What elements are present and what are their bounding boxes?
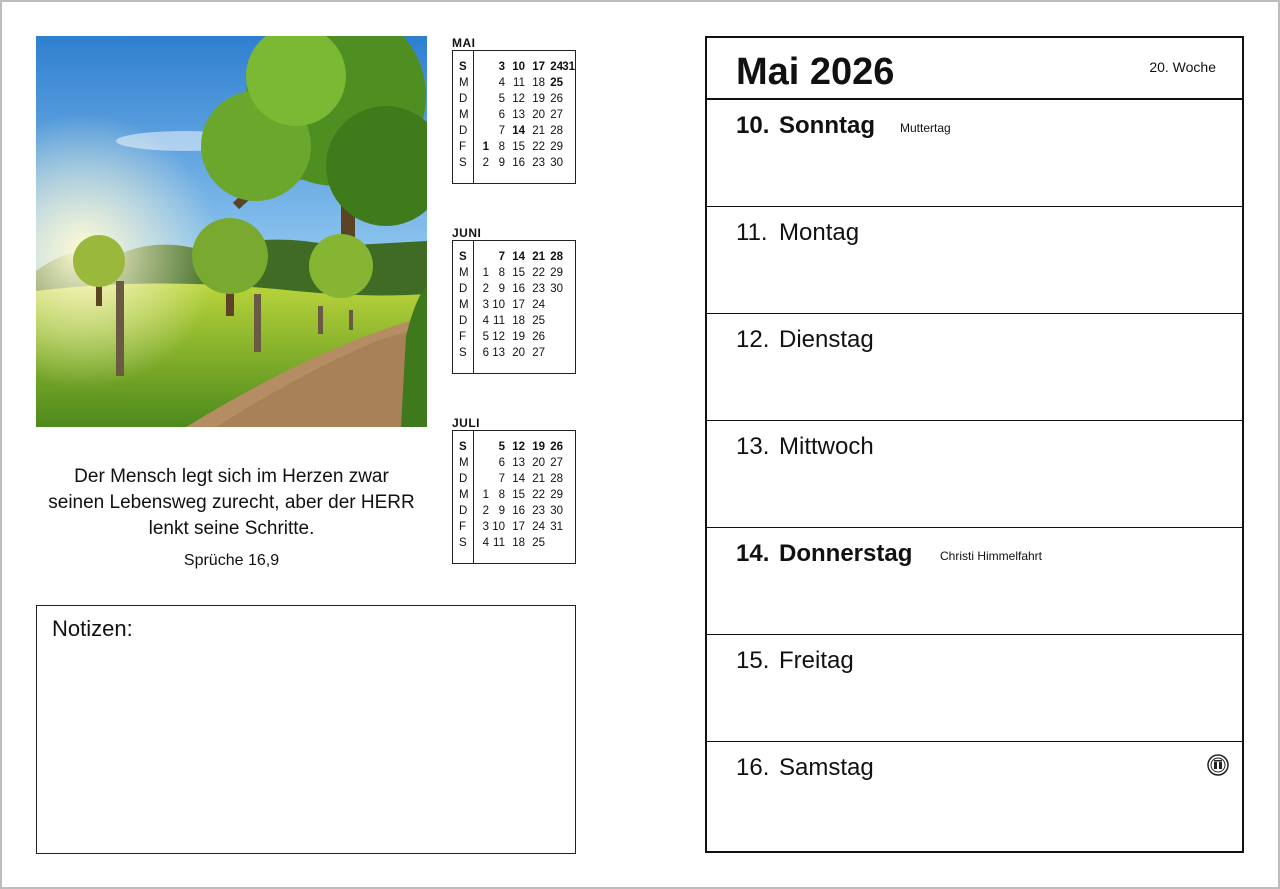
- mini-calendar-day: 14: [512, 251, 525, 263]
- week-label: 20. Woche: [1149, 59, 1216, 75]
- mini-calendar-day: 10: [492, 299, 505, 311]
- mini-calendar-day: 17: [532, 61, 545, 73]
- day-row[interactable]: [707, 314, 1242, 421]
- mini-calendar-day: 28: [550, 125, 563, 137]
- mini-calendar-day: 17: [512, 299, 525, 311]
- mini-calendar-day: 21: [532, 473, 545, 485]
- day-note: Christi Himmelfahrt: [940, 549, 1043, 563]
- mini-calendar-day: 19: [512, 331, 525, 343]
- mini-calendar-day: 20: [512, 347, 525, 359]
- day-row[interactable]: [707, 421, 1242, 528]
- mini-calendar-day: 7: [498, 125, 505, 137]
- mini-calendar-day: 10: [512, 61, 525, 73]
- mini-calendar-day: 19: [532, 441, 545, 453]
- mini-calendar-day: 1: [482, 141, 489, 153]
- mini-calendar-day: 29: [550, 267, 563, 279]
- mini-calendar-day: 27: [550, 457, 563, 469]
- mini-calendar-row: [453, 249, 577, 265]
- mini-calendar-day: 25: [532, 537, 545, 549]
- mini-calendar-day: 8: [498, 267, 505, 279]
- mini-calendar-title: JULI: [452, 416, 481, 430]
- mini-calendar-row: [453, 329, 577, 345]
- mini-calendar-row: [453, 487, 577, 503]
- mini-calendar-day: 11: [493, 537, 505, 549]
- mini-calendar-day: 31: [562, 61, 575, 73]
- mini-calendar-day: 18: [512, 537, 525, 549]
- mini-calendar-row: [453, 455, 577, 471]
- mini-calendar-day: 15: [512, 489, 525, 501]
- mini-calendar-day: 12: [512, 93, 525, 105]
- weekday-letter: D: [459, 505, 468, 517]
- mini-calendar-day: 9: [498, 505, 505, 517]
- weekday-letter: S: [459, 251, 467, 263]
- mini-calendar-day: 4: [498, 77, 505, 89]
- day-name: Mittwoch: [779, 433, 874, 460]
- day-name: Sonntag: [779, 112, 875, 139]
- mini-calendar-day: 18: [532, 77, 545, 89]
- weekday-letter: S: [459, 347, 467, 359]
- mini-calendar-day: 17: [512, 521, 525, 533]
- day-number: 11.: [736, 219, 768, 246]
- mini-calendar-day: 10: [492, 521, 505, 533]
- mini-calendar-day: 12: [492, 331, 505, 343]
- day-row[interactable]: [707, 635, 1242, 742]
- weekday-letter: D: [459, 283, 468, 295]
- mini-calendar-juli: [452, 416, 576, 564]
- mini-calendar-row: [453, 123, 577, 139]
- mini-calendar-day: 26: [550, 93, 563, 105]
- day-row[interactable]: [707, 528, 1242, 635]
- mini-calendar-day: 3: [482, 299, 489, 311]
- mini-calendar-day: 22: [532, 489, 545, 501]
- day-number: 13.: [736, 433, 770, 460]
- mini-calendar-day: 29: [550, 141, 563, 153]
- mini-calendar-day: 22: [532, 267, 545, 279]
- mini-calendar-title: MAI: [452, 36, 476, 50]
- landscape-photo-image: [36, 36, 427, 427]
- sabbath-seal-icon: [1207, 754, 1229, 776]
- mini-calendar-day: 25: [550, 77, 563, 89]
- weekday-letter: M: [459, 299, 469, 311]
- mini-calendar-day: 2: [482, 157, 489, 169]
- weekday-letter: D: [459, 93, 468, 105]
- day-name: Montag: [779, 219, 860, 246]
- mini-calendar-day: 13: [512, 457, 525, 469]
- mini-calendar-day: 19: [532, 93, 545, 105]
- bible-quote: [36, 464, 427, 570]
- day-number: 14.: [736, 540, 770, 567]
- mini-calendar-day: 27: [532, 347, 545, 359]
- mini-calendar-day: 5: [498, 93, 505, 105]
- weekday-letter: S: [459, 537, 467, 549]
- mini-calendar-row: [453, 297, 577, 313]
- weekday-letter: D: [459, 315, 468, 327]
- mini-calendar-day: 16: [512, 505, 525, 517]
- quote-text: Der Mensch legt sich im Herzen zwar seinen Lebensweg zurecht, aber der HERR lenkt seine Schritte.: [48, 466, 415, 539]
- weekday-letter: M: [459, 77, 469, 89]
- mini-calendar-row: [453, 155, 577, 171]
- mini-calendar-row: [453, 471, 577, 487]
- day-note: Muttertag: [900, 121, 951, 135]
- day-row[interactable]: [707, 100, 1242, 207]
- month-title: Mai 2026: [736, 51, 895, 93]
- mini-calendar-row: [453, 313, 577, 329]
- mini-calendar-day: 5: [498, 441, 505, 453]
- mini-calendar-day: 23: [532, 157, 545, 169]
- mini-calendar-day: 21: [532, 251, 545, 263]
- mini-calendar-juni: [452, 226, 576, 374]
- day-number: 16.: [736, 754, 770, 781]
- weekday-letter: S: [459, 157, 467, 169]
- mini-calendar-row: [453, 139, 577, 155]
- mini-calendar-grid: [452, 50, 576, 184]
- mini-calendar-day: 8: [498, 141, 505, 153]
- notes-box[interactable]: [36, 605, 576, 854]
- mini-calendar-day: 4: [482, 537, 489, 549]
- mini-calendar-day: 23: [532, 283, 545, 295]
- mini-calendar-day: 30: [550, 283, 563, 295]
- day-number: 10.: [736, 112, 770, 139]
- mini-calendar-title: JUNI: [452, 226, 482, 240]
- weekday-letter: M: [459, 457, 469, 469]
- mini-calendar-day: 3: [482, 521, 489, 533]
- mini-calendar-row: [453, 75, 577, 91]
- weekday-letter: D: [459, 125, 468, 137]
- mini-calendar-day: 9: [498, 283, 505, 295]
- mini-calendar-grid: [452, 430, 576, 564]
- mini-calendar-day: 3: [498, 61, 505, 73]
- day-name: Donnerstag: [779, 540, 913, 567]
- mini-calendar-row: [453, 59, 577, 75]
- mini-calendar-row: [453, 345, 577, 361]
- mini-calendar-day: 28: [550, 251, 563, 263]
- mini-calendar-day: 26: [550, 441, 563, 453]
- weekday-letter: M: [459, 267, 469, 279]
- mini-calendar-day: 24: [532, 521, 545, 533]
- day-number: 12.: [736, 326, 770, 353]
- weekday-letter: M: [459, 109, 469, 121]
- mini-calendar-day: 18: [512, 315, 525, 327]
- mini-calendar-row: [453, 91, 577, 107]
- mini-calendar-day: 7: [498, 251, 505, 263]
- mini-calendar-day: 6: [498, 457, 505, 469]
- mini-calendar-day: 4: [482, 315, 489, 327]
- mini-calendar-day: 26: [532, 331, 545, 343]
- mini-calendar-day: 6: [498, 109, 505, 121]
- day-name: Samstag: [779, 754, 874, 781]
- mini-calendar-day: 30: [550, 505, 563, 517]
- weekday-letter: F: [459, 331, 467, 343]
- mini-calendar-day: 1: [482, 267, 489, 279]
- mini-calendar-day: 12: [512, 441, 525, 453]
- day-row[interactable]: [707, 742, 1242, 849]
- mini-calendar-day: 20: [532, 109, 545, 121]
- mini-calendar-day: 23: [532, 505, 545, 517]
- mini-calendar-mai: [452, 36, 576, 184]
- mini-calendar-day: 15: [512, 267, 525, 279]
- mini-calendar-day: 13: [512, 109, 525, 121]
- mini-calendar-day: 5: [482, 331, 489, 343]
- day-name: Freitag: [779, 647, 854, 674]
- mini-calendar-day: 25: [532, 315, 545, 327]
- weekday-letter: S: [459, 441, 467, 453]
- mini-calendar-day: 9: [498, 157, 505, 169]
- mini-calendar-row: [453, 519, 577, 535]
- mini-calendar-row: [453, 107, 577, 123]
- day-number: 15.: [736, 647, 770, 674]
- weekly-planner: [705, 36, 1244, 853]
- planner-header: [707, 38, 1242, 100]
- mini-calendar-day: 7: [498, 473, 505, 485]
- mini-calendar-row: [453, 281, 577, 297]
- day-row[interactable]: [707, 207, 1242, 314]
- mini-calendar-day: 15: [512, 141, 525, 153]
- mini-calendar-day: 21: [532, 125, 545, 137]
- mini-calendar-day: 8: [498, 489, 505, 501]
- mini-calendar-day: 31: [550, 521, 563, 533]
- weekday-letter: F: [459, 141, 467, 153]
- notes-label: Notizen:: [52, 616, 133, 641]
- mini-calendar-day: 27: [550, 109, 563, 121]
- mini-calendar-day: 11: [513, 77, 525, 89]
- mini-calendar-day: 16: [512, 283, 525, 295]
- weekday-letter: M: [459, 489, 469, 501]
- mini-calendar-day: 29: [550, 489, 563, 501]
- mini-calendar-row: [453, 535, 577, 551]
- mini-calendar-day: 28: [550, 473, 563, 485]
- landscape-photo: [36, 36, 427, 427]
- quote-source: Sprüche 16,9: [183, 552, 280, 569]
- mini-calendar-day: 24: [532, 299, 545, 311]
- mini-calendar-day: 14: [512, 473, 525, 485]
- mini-calendar-day: 2: [482, 505, 489, 517]
- weekday-letter: D: [459, 473, 468, 485]
- weekday-letter: S: [459, 61, 467, 73]
- day-name: Dienstag: [779, 326, 874, 353]
- mini-calendar-day: 11: [493, 315, 505, 327]
- mini-calendar-day: 24: [550, 61, 563, 73]
- mini-calendar-day: 14: [512, 125, 525, 137]
- mini-calendar-day: 13: [492, 347, 505, 359]
- mini-calendar-grid: [452, 240, 576, 374]
- mini-calendar-day: 16: [512, 157, 525, 169]
- weekday-letter: F: [459, 521, 467, 533]
- mini-calendar-day: 22: [532, 141, 545, 153]
- mini-calendar-row: [453, 439, 577, 455]
- mini-calendar-day: 20: [532, 457, 545, 469]
- mini-calendar-row: [453, 265, 577, 281]
- mini-calendar-day: 6: [482, 347, 489, 359]
- mini-calendar-day: 2: [482, 283, 489, 295]
- mini-calendar-day: 30: [550, 157, 563, 169]
- mini-calendar-day: 1: [482, 489, 489, 501]
- mini-calendar-row: [453, 503, 577, 519]
